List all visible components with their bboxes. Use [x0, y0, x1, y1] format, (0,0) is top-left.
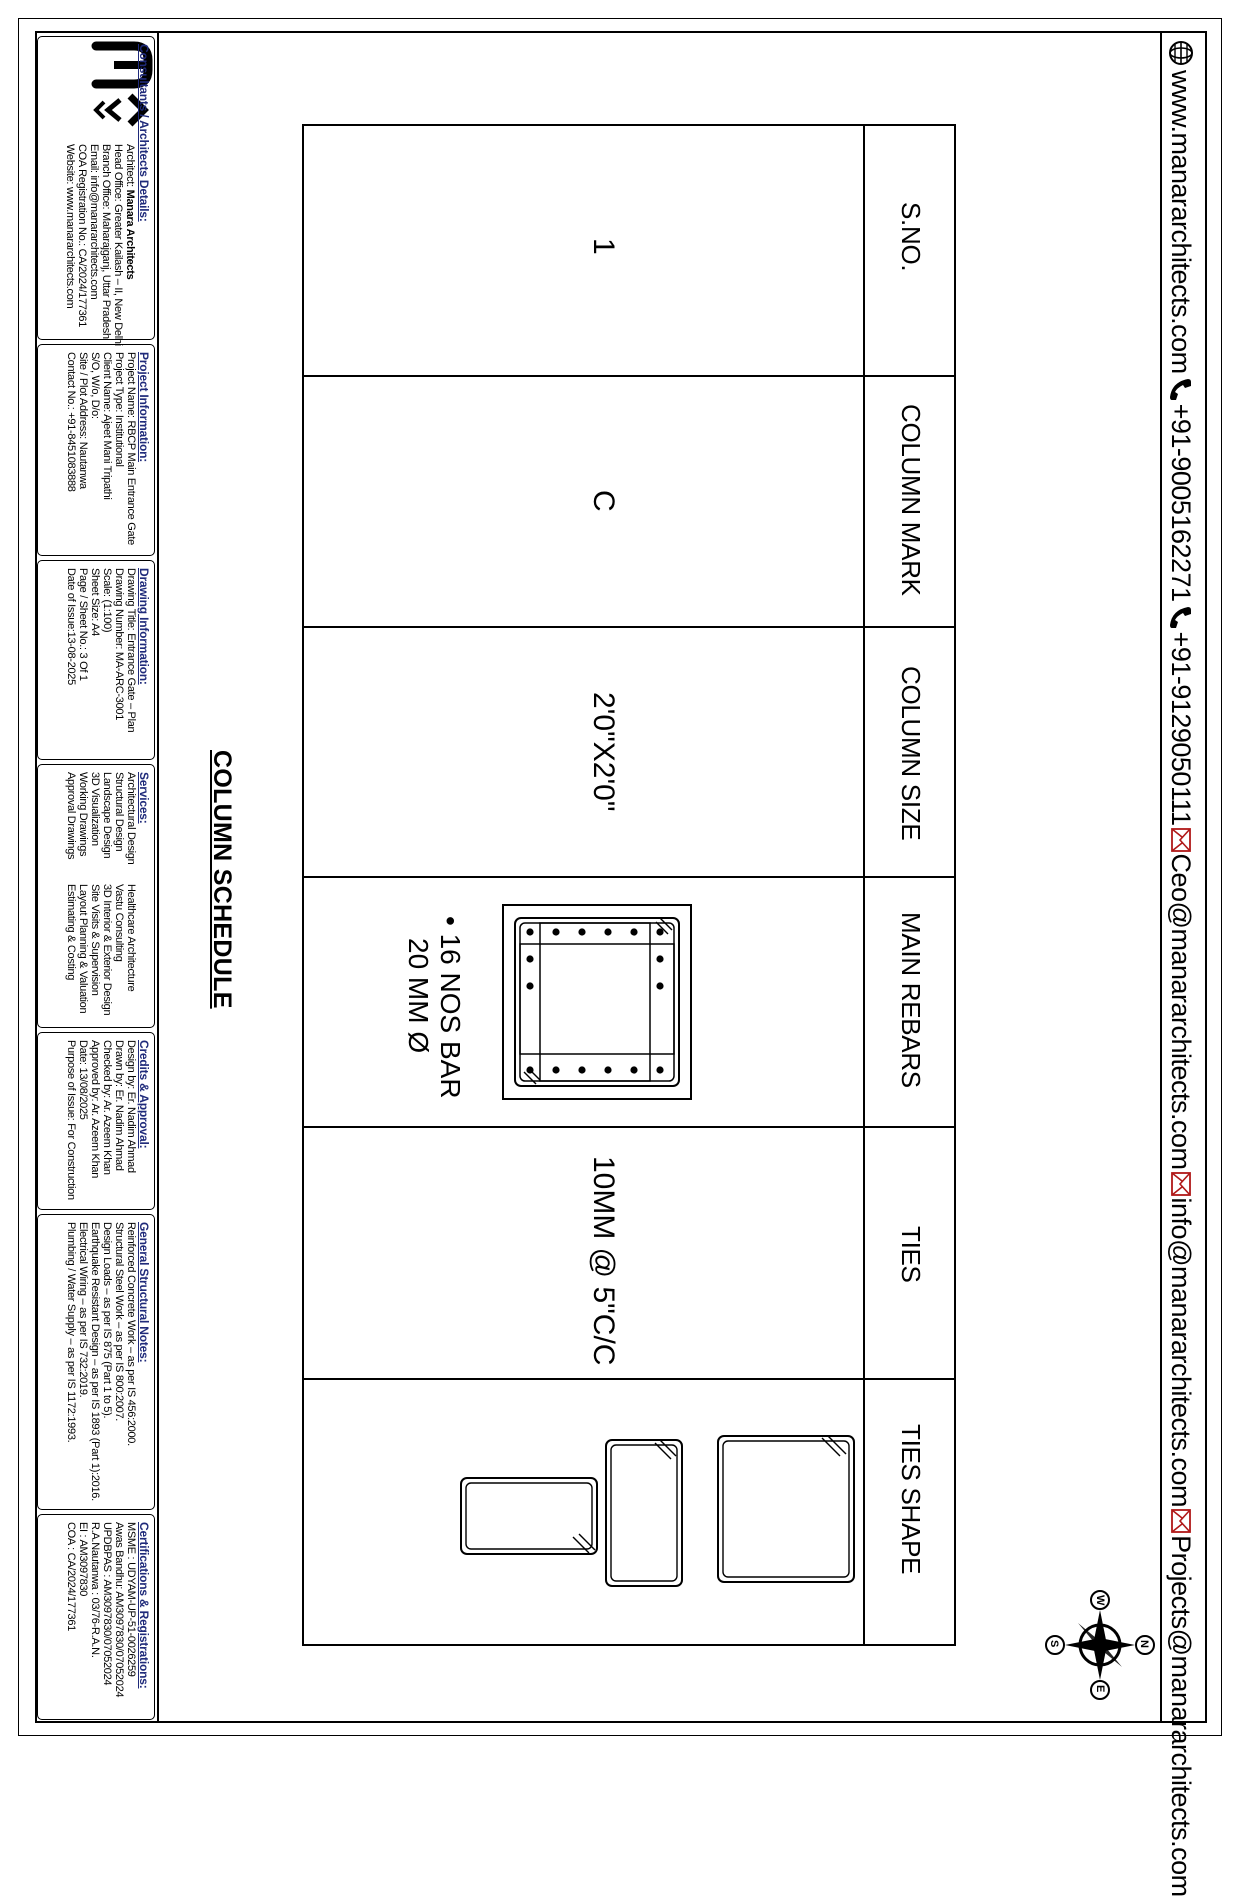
rebar-dot [526, 928, 533, 935]
architect-line: Architect: Manara Architects [124, 144, 136, 280]
header-ties-shape: TIES SHAPE [896, 1424, 926, 1575]
purpose-of-issue: Purpose of Issue: For Construction [65, 1040, 77, 1200]
cert-item: R.A.Nautanwa : 03/76-R.A.N. [89, 1522, 101, 1658]
head-office-line: Head Office: Greater Kailash – II, New Delhi [112, 144, 124, 346]
tie-shape-small [459, 1476, 599, 1556]
rebar-dot [578, 928, 585, 935]
relation-line: S/O, W/o, D/o: [89, 352, 101, 419]
contact-header [1162, 40, 1200, 1897]
coa-line: COA Registration No.: CA/2024/177361 [76, 144, 88, 328]
certifications [65, 1522, 151, 1697]
rebar-dot [604, 928, 611, 935]
note-item: Plumbing / Water Supply – as per IS 1172:1993. [65, 1222, 77, 1443]
drawn-by: Drawn by: Er. Nadim Ahmad [113, 1040, 125, 1171]
service-item: Working Drawings [77, 772, 89, 857]
rebar-dot [656, 955, 663, 962]
rebar-dot [630, 928, 637, 935]
mail-icon [1170, 828, 1192, 852]
date-of-issue: Date of Issue:13-08-2025 [65, 568, 77, 685]
col-divider-1 [304, 375, 954, 377]
project-info [65, 352, 151, 545]
services-title: Services: [137, 772, 151, 824]
compass-east: E [1094, 1685, 1106, 1693]
cert-item: Awas Bandhu: AM3097830/07052024 [113, 1522, 125, 1698]
rebar-dot [526, 982, 533, 989]
service-item: Structural Design [113, 772, 125, 852]
service-item: Vastu Consulting [113, 884, 125, 962]
website-line: Website: www.manararchitects.com [64, 144, 76, 309]
tie-shape-medium [604, 1438, 684, 1588]
certifications-title: Certifications & Registrations: [137, 1522, 151, 1689]
cell-column-mark: C [587, 490, 620, 512]
service-item: Site Visits & Supervision [89, 884, 101, 996]
service-item: Landscape Design [101, 772, 113, 859]
note-item: Design Loads – as per IS 875 (Part 1 to 5). [101, 1222, 113, 1419]
email-ceo[interactable]: Ceo@manararchitects.com [1166, 853, 1197, 1170]
cert-item: EI : AM3097830 [77, 1522, 89, 1597]
service-item: Approval Drawings [65, 772, 77, 860]
globe-icon [1168, 40, 1194, 66]
service-item: 3D Visualization [89, 772, 101, 846]
approved-by: Approved by: Ar. Azeem Khan [89, 1040, 101, 1179]
drawing-title: Drawing Information: [137, 568, 151, 685]
service-item: Estimating & Costing [65, 884, 77, 981]
rebar-dot [552, 928, 559, 935]
header-row-divider [863, 126, 865, 1644]
header-ties: TIES [896, 1226, 926, 1283]
cell-column-size: 2'0"X2'0" [587, 692, 620, 812]
branch-office-line: Branch Office: Maharajganj, Uttar Pradesh [100, 144, 112, 339]
header-sno: S.NO. [896, 202, 926, 272]
notes-title: General Structural Notes: [137, 1222, 151, 1363]
cert-item: MSME : UDYAM-UP-51-0026259 [125, 1522, 137, 1677]
project-title: Project Information: [137, 352, 151, 463]
cell-rebars-line1: • 16 NOS BAR [435, 916, 466, 1099]
schedule-title: COLUMN SCHEDULE [208, 750, 236, 1009]
email-line: Email: info@manararchitects.com [88, 144, 100, 300]
service-item: Architectural Design [125, 772, 137, 865]
cell-ties: 10MM @ 5"C/C [587, 1156, 620, 1366]
service-item: Healthcare Architecture [125, 884, 137, 992]
col-divider-4 [304, 1126, 954, 1128]
rebar-dot [604, 1066, 611, 1073]
phone-number-2[interactable]: +91-9129050111 [1166, 631, 1197, 826]
rebar-dots [502, 904, 692, 1100]
drawing-number: Drawing Number: MA-ARC-3001 [113, 568, 125, 721]
service-item: 3D Interior & Exterior Design [101, 884, 113, 1016]
credit-date: Date: 13/08/2025 [77, 1040, 89, 1120]
header-column-size: COLUMN SIZE [896, 666, 926, 841]
sheet-no: Page / Sheet No.: 3 Of 1 [77, 568, 89, 681]
header-column-mark: COLUMN MARK [896, 404, 926, 596]
phone-icon [1168, 376, 1194, 402]
project-type: Project Type: Institutional [113, 352, 125, 467]
site-address: Site / Plot Address: Nautanwa [77, 352, 89, 489]
client-name: Client Name: Ajeet Mani Tripathi [101, 352, 113, 500]
consultants-title: Consultants / Architects Details: [137, 44, 151, 222]
rebar-dot [552, 1066, 559, 1073]
email-info[interactable]: info@manararchitects.com [1166, 1197, 1197, 1508]
north-compass [1045, 1590, 1155, 1700]
design-by: Design by: Er. Nadim Ahmad [125, 1040, 137, 1173]
contact-no: Contact No.: +91-8451083888 [65, 352, 77, 492]
drawing-scale: Scale: (1:100) [101, 568, 113, 633]
structural-notes [65, 1222, 151, 1501]
drawing-info [65, 568, 151, 732]
rebar-dot [526, 1066, 533, 1073]
cell-rebars-line2: 20 MM Ø [403, 938, 434, 1054]
compass-north: N [1138, 1640, 1150, 1648]
note-item: Earthquake Resistant Design – as per IS 1893 (Part 1):2016. [89, 1222, 101, 1501]
drawing-title-line: Drawing Title: Entrance Gate – Plan [125, 568, 137, 733]
column-schedule-table [302, 124, 956, 1646]
services [65, 772, 151, 1015]
credits-title: Credits & Approval: [137, 1040, 151, 1149]
col-divider-5 [304, 1378, 954, 1380]
note-item: Electrical Wiring – as per IS 732:2019. [77, 1222, 89, 1398]
mail-icon [1170, 1172, 1192, 1196]
project-name: Project Name: RBCP Main Entrance Gate [125, 352, 137, 545]
rebar-dot [656, 982, 663, 989]
email-projects[interactable]: Projects@manararchitects.com [1166, 1535, 1197, 1897]
rebar-dot [526, 955, 533, 962]
credits [65, 1040, 151, 1200]
col-divider-3 [304, 876, 954, 878]
compass-south: S [1048, 1640, 1060, 1648]
rebar-dot [656, 1066, 663, 1073]
sheet-size: Sheet Size: A4 [89, 568, 101, 636]
checked-by: Checked by: Ar. Azeem Khan [101, 1040, 113, 1175]
rebar-dot [630, 1066, 637, 1073]
title-block-divider [157, 33, 159, 1721]
cert-item: UPDBPAS : AM3097830/07052024 [101, 1522, 113, 1686]
note-item: Structural Steel Work – as per IS 800:2007. [113, 1222, 125, 1422]
mail-icon [1170, 1509, 1192, 1533]
website-link[interactable]: www.manararchitects.com [1166, 70, 1197, 374]
phone-number-1[interactable]: +91-9005162271 [1166, 403, 1197, 602]
service-item: Layout Planning & Valuation [77, 884, 89, 1014]
tie-shape-large [716, 1434, 856, 1584]
compass-west: W [1094, 1595, 1106, 1606]
cell-sno: 1 [587, 238, 620, 255]
note-item: Reinforced Concrete Work – as per IS 456:2000. [125, 1222, 137, 1446]
cert-item: COA : CA/2024/177361 [65, 1522, 77, 1631]
col-divider-2 [304, 626, 954, 628]
consultants-lines [64, 144, 136, 346]
header-main-rebars: MAIN REBARS [896, 912, 926, 1088]
phone-icon [1168, 604, 1194, 630]
rebar-dot [578, 1066, 585, 1073]
rebar-dot [656, 928, 663, 935]
